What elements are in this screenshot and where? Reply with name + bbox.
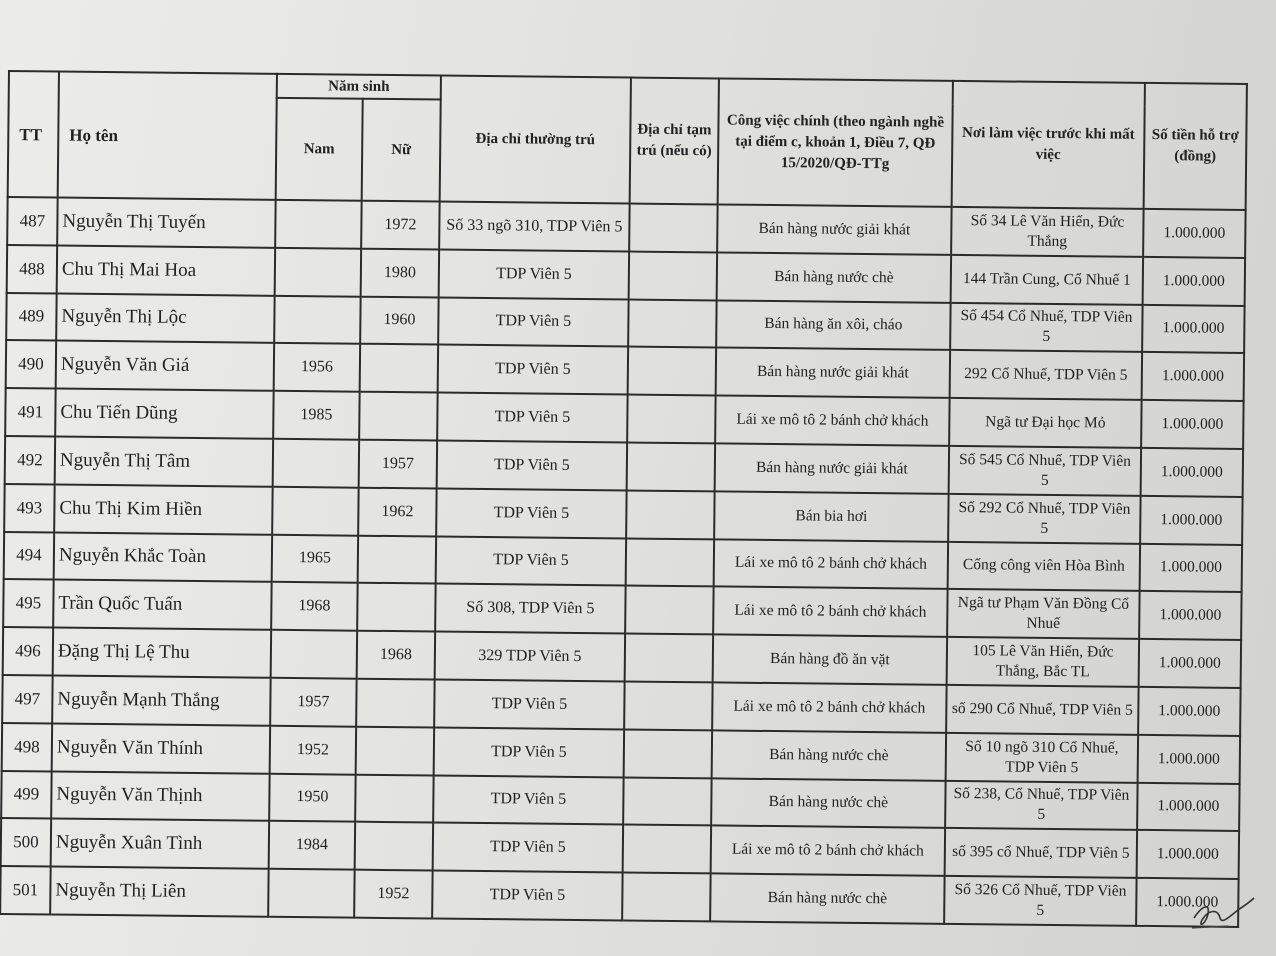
cell-temporary-address	[629, 251, 717, 300]
cell-workplace: Số 545 Cổ Nhuế, TDP Viên 5	[949, 446, 1141, 496]
cell-tt: 501	[0, 866, 50, 914]
cell-male-birth-year: 1985	[273, 391, 359, 440]
cell-amount: 1.000.000	[1139, 639, 1241, 688]
cell-temporary-address	[626, 490, 714, 539]
cell-tt: 495	[3, 579, 53, 627]
cell-main-job: Bán bia hơi	[714, 491, 948, 541]
cell-main-job: Bán hàng nước chè	[717, 252, 951, 302]
cell-permanent-address: 329 TDP Viên 5	[435, 632, 625, 682]
cell-temporary-address	[628, 299, 716, 348]
cell-amount: 1.000.000	[1137, 830, 1239, 879]
cell-workplace: 105 Lê Văn Hiến, Đức Thắng, Bắc TL	[947, 637, 1139, 687]
cell-permanent-address: TDP Viên 5	[434, 679, 624, 729]
header-female: Nữ	[362, 99, 441, 202]
header-birth-year: Năm sinh	[277, 74, 441, 100]
cell-temporary-address	[626, 538, 714, 587]
cell-name: Chu Tiến Dũng	[55, 389, 273, 439]
cell-amount: 1.000.000	[1140, 543, 1242, 592]
cell-permanent-address: TDP Viên 5	[437, 393, 627, 443]
cell-female-birth-year	[357, 583, 435, 632]
cell-permanent-address: TDP Viên 5	[439, 249, 629, 299]
cell-temporary-address	[624, 729, 712, 778]
cell-female-birth-year: 1968	[357, 631, 435, 680]
header-main-job: Công việc chính (theo ngành nghề tại điểm c, khoản 1, Điều 7, QĐ 15/2020/QĐ-TTg	[718, 78, 953, 206]
cell-male-birth-year	[275, 248, 361, 297]
cell-male-birth-year	[271, 630, 357, 679]
cell-amount: 1.000.000	[1143, 257, 1245, 306]
header-tt: TT	[8, 71, 59, 198]
cell-name: Nguyễn Văn Giá	[56, 341, 274, 391]
cell-tt: 498	[2, 723, 52, 771]
cell-tt: 494	[4, 532, 54, 580]
cell-female-birth-year: 1960	[360, 296, 438, 345]
cell-workplace: Số 238, Cổ Nhuế, TDP Viên 5	[945, 780, 1137, 830]
cell-amount: 1.000.000	[1136, 878, 1238, 927]
header-workplace: Nơi làm việc trước khi mất việc	[952, 81, 1145, 209]
cell-permanent-address: TDP Viên 5	[438, 345, 628, 395]
cell-male-birth-year	[275, 200, 361, 249]
cell-permanent-address: TDP Viên 5	[437, 440, 627, 490]
cell-amount: 1.000.000	[1142, 304, 1244, 353]
cell-amount: 1.000.000	[1143, 209, 1245, 258]
cell-name: Đặng Thị Lệ Thu	[53, 628, 271, 678]
cell-female-birth-year	[358, 535, 436, 584]
cell-female-birth-year	[355, 822, 433, 871]
cell-main-job: Bán hàng đồ ăn vặt	[713, 635, 947, 685]
header-name: Họ tên	[58, 72, 277, 200]
header-permanent-address: Địa chỉ thường trú	[440, 76, 631, 204]
cell-tt: 496	[3, 627, 53, 675]
cell-tt: 491	[5, 388, 55, 436]
cell-temporary-address	[624, 681, 712, 730]
cell-workplace: Số 292 Cổ Nhuế, TDP Viên 5	[948, 494, 1140, 544]
cell-workplace: 144 Trần Cung, Cổ Nhuế 1	[951, 255, 1143, 305]
cell-male-birth-year	[273, 439, 359, 488]
cell-amount: 1.000.000	[1141, 448, 1243, 497]
cell-male-birth-year: 1984	[269, 821, 355, 870]
cell-main-job: Lái xe mô tô 2 bánh chở khách	[711, 826, 945, 876]
support-table	[0, 70, 1248, 928]
cell-permanent-address: TDP Viên 5	[433, 823, 623, 873]
header-amount: Số tiền hỗ trợ (đồng)	[1144, 83, 1247, 210]
cell-amount: 1.000.000	[1138, 687, 1240, 736]
cell-name: Nguyễn Mạnh Thắng	[52, 675, 270, 725]
cell-male-birth-year: 1950	[269, 773, 355, 822]
cell-female-birth-year	[360, 344, 438, 393]
cell-workplace: số 395 cổ Nhuế, TDP Viên 5	[945, 828, 1137, 878]
cell-temporary-address	[625, 586, 713, 635]
header-male: Nam	[276, 98, 363, 201]
cell-male-birth-year: 1968	[271, 582, 357, 631]
cell-permanent-address: TDP Viên 5	[434, 727, 624, 777]
cell-workplace: số 290 Cổ Nhuế, TDP Viên 5	[946, 685, 1138, 735]
cell-amount: 1.000.000	[1141, 400, 1243, 449]
cell-permanent-address: TDP Viên 5	[436, 536, 626, 586]
table-body	[0, 197, 1245, 927]
cell-tt: 497	[2, 675, 52, 723]
cell-main-job: Bán hàng nước chè	[711, 778, 945, 828]
cell-name: Chu Thị Kim Hiền	[54, 484, 272, 534]
cell-name: Nguyễn Thị Lộc	[56, 293, 274, 343]
cell-tt: 489	[6, 293, 56, 341]
cell-permanent-address: TDP Viên 5	[436, 488, 626, 538]
cell-temporary-address	[629, 204, 717, 253]
cell-workplace: Ngã tư Phạm Văn Đồng Cổ Nhuế	[947, 589, 1139, 639]
cell-male-birth-year: 1965	[272, 534, 358, 583]
cell-workplace: Số 454 Cổ Nhuế, TDP Viên 5	[950, 302, 1142, 352]
cell-tt: 488	[7, 245, 57, 293]
cell-main-job: Lái xe mô tô 2 bánh chở khách	[714, 539, 948, 589]
cell-name: Nguyễn Khắc Toàn	[54, 532, 272, 582]
cell-permanent-address: TDP Viên 5	[438, 297, 628, 347]
cell-workplace: Cổng công viên Hòa Bình	[948, 541, 1140, 591]
cell-permanent-address: Số 308, TDP Viên 5	[435, 584, 625, 634]
cell-male-birth-year: 1952	[270, 726, 356, 775]
cell-temporary-address	[622, 873, 710, 922]
cell-tt: 500	[1, 818, 51, 866]
cell-male-birth-year: 1956	[274, 343, 360, 392]
header-temporary-address: Địa chỉ tạm trú (nếu có)	[630, 78, 719, 205]
cell-main-job: Lái xe mô tô 2 bánh chở khách	[712, 682, 946, 732]
cell-main-job: Bán hàng nước giải khát	[716, 348, 950, 398]
cell-workplace: Ngã tư Đại học Mỏ	[949, 398, 1141, 448]
cell-temporary-address	[623, 777, 711, 826]
cell-name: Nguyễn Xuân Tình	[51, 819, 269, 869]
cell-workplace: Số 326 Cổ Nhuế, TDP Viên 5	[944, 876, 1136, 926]
support-list-sheet	[0, 70, 1248, 928]
cell-tt: 490	[6, 340, 56, 388]
cell-female-birth-year	[356, 679, 434, 728]
cell-tt: 493	[4, 484, 54, 532]
cell-tt: 492	[5, 436, 55, 484]
cell-permanent-address: Số 33 ngõ 310, TDP Viên 5	[439, 202, 629, 252]
cell-main-job: Bán hàng nước chè	[710, 874, 944, 924]
cell-male-birth-year	[274, 295, 360, 344]
cell-tt: 499	[1, 771, 51, 819]
cell-main-job: Bán hàng ăn xôi, cháo	[716, 300, 950, 350]
cell-male-birth-year	[272, 487, 358, 536]
cell-main-job: Bán hàng nước giải khát	[715, 443, 949, 493]
table-header	[8, 71, 1247, 210]
cell-female-birth-year	[356, 726, 434, 775]
cell-name: Nguyễn Thị Tâm	[55, 436, 273, 486]
cell-temporary-address	[623, 825, 711, 874]
cell-female-birth-year: 1962	[358, 487, 436, 536]
cell-temporary-address	[628, 347, 716, 396]
cell-amount: 1.000.000	[1138, 735, 1240, 784]
cell-main-job: Bán hàng nước giải khát	[717, 204, 951, 254]
cell-amount: 1.000.000	[1142, 352, 1244, 401]
cell-female-birth-year: 1957	[359, 440, 437, 489]
cell-permanent-address: TDP Viên 5	[432, 871, 622, 921]
handwritten-signature	[1188, 888, 1258, 938]
cell-male-birth-year	[268, 869, 354, 918]
cell-temporary-address	[627, 395, 715, 444]
cell-name: Chu Thị Mai Hoa	[57, 245, 275, 295]
cell-permanent-address: TDP Viên 5	[433, 775, 623, 825]
cell-female-birth-year: 1980	[361, 249, 439, 298]
cell-female-birth-year	[359, 392, 437, 441]
cell-main-job: Lái xe mô tô 2 bánh chở khách	[715, 396, 949, 446]
cell-female-birth-year: 1952	[354, 870, 432, 919]
cell-amount: 1.000.000	[1139, 591, 1241, 640]
cell-female-birth-year	[355, 774, 433, 823]
cell-name: Nguyễn Thị Liên	[50, 867, 268, 917]
cell-workplace: Số 34 Lê Văn Hiến, Đức Thắng	[951, 207, 1143, 257]
cell-amount: 1.000.000	[1137, 782, 1239, 831]
cell-amount: 1.000.000	[1140, 496, 1242, 545]
cell-male-birth-year: 1957	[270, 678, 356, 727]
cell-main-job: Bán hàng nước chè	[712, 730, 946, 780]
cell-main-job: Lái xe mô tô 2 bánh chở khách	[713, 587, 947, 637]
cell-name: Nguyễn Văn Thịnh	[51, 771, 269, 821]
cell-workplace: 292 Cổ Nhuế, TDP Viên 5	[950, 350, 1142, 400]
cell-name: Nguyễn Văn Thính	[52, 723, 270, 773]
cell-tt: 487	[7, 197, 57, 245]
cell-temporary-address	[625, 634, 713, 683]
cell-temporary-address	[627, 442, 715, 491]
cell-female-birth-year: 1972	[361, 201, 439, 250]
cell-name: Trần Quốc Tuấn	[53, 580, 271, 630]
cell-workplace: Số 10 ngõ 310 Cổ Nhuế, TDP Viên 5	[946, 733, 1138, 783]
cell-name: Nguyễn Thị Tuyến	[57, 198, 275, 248]
